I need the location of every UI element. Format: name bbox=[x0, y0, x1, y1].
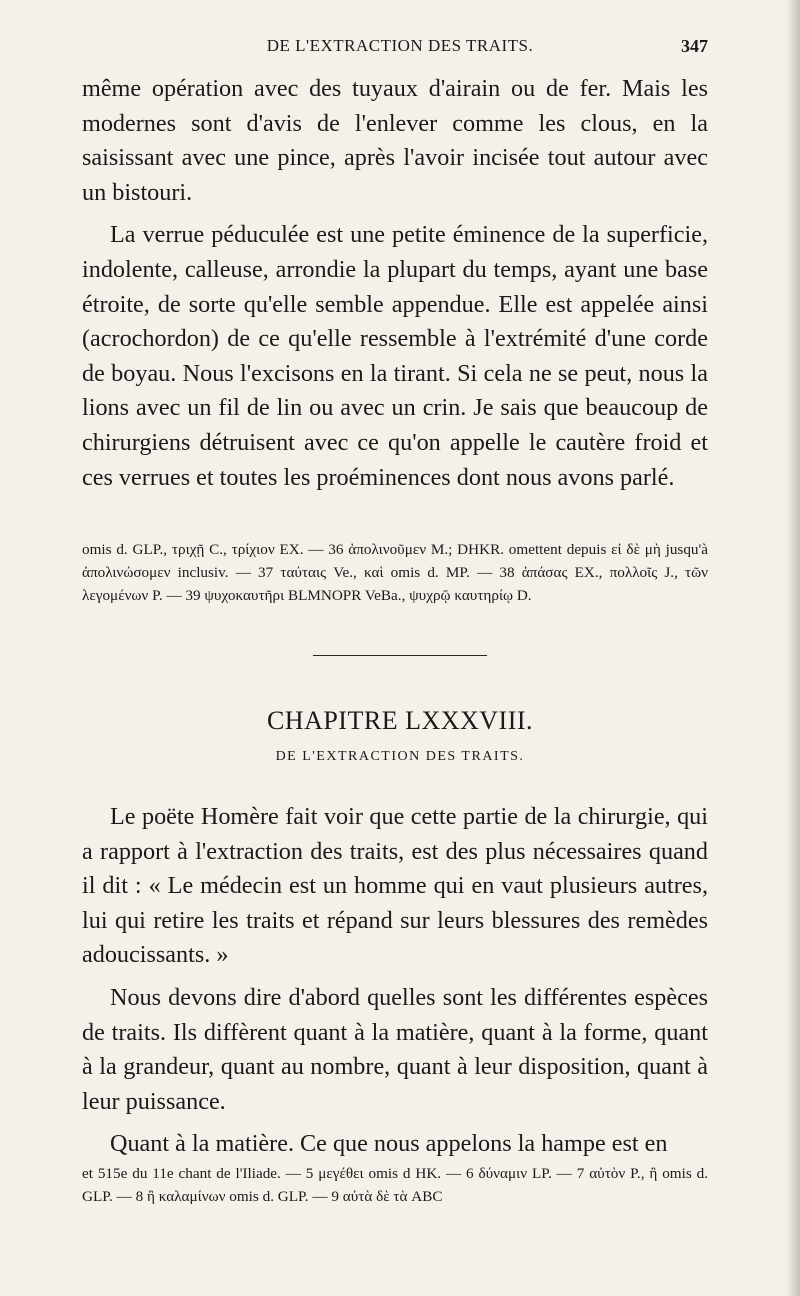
footnotes-bottom bbox=[82, 1162, 708, 1208]
running-head-title: DE L'EXTRACTION DES TRAITS. bbox=[266, 36, 534, 55]
paragraph bbox=[82, 1127, 708, 1162]
paragraph-text: Nous devons dire d'abord quelles sont les différentes espèces de traits. Ils diffèrent quant à la matière, quant à la forme, quant à la grandeur, quant au nombre, quant à leur disposition, quant à leur puissance. bbox=[82, 983, 708, 1115]
body-text-top bbox=[82, 72, 708, 495]
running-head bbox=[0, 36, 800, 60]
paragraph bbox=[82, 981, 708, 1119]
body-text-bottom bbox=[82, 800, 708, 1162]
section-rule bbox=[313, 655, 487, 656]
chapter-subtitle: DE L'EXTRACTION DES TRAITS. bbox=[275, 749, 525, 764]
page-edge-shadow bbox=[786, 0, 800, 1296]
paragraph-text: La verrue péduculée est une petite éminence de la superficie, indolente, calleuse, arrondie la plupart du temps, ayant une base étroite, de sorte qu'elle semble appendue. Elle est appelée ainsi (acrochordon) de ce qu'elle ressemble à l'extrémité d'une corde de boyau. Nous l'excisons en la tirant. Si cela ne se peut, nous la lions avec un fil de lin ou avec un crin. Je sais que beaucoup de chirurgiens détruisent avec ce qu'on appelle le cautère froid et ces verrues et toutes les proéminences dont nous avons parlé. bbox=[82, 221, 708, 491]
footnote-text: omis d. GLP., τριχῇ C., τρίχιον EX. — 36 ἀπολινοῦμεν M.; DHKR. omettent depuis εἰ δὲ μὴ jusqu'à ἀπολινώσομεν inclusiv. — 37 ταύταις Ve., καὶ omis d. MP. — 38 ἁπάσας EX., πολλοῖς J., τῶν λεγομένων P. — 39 ψυχοκαυτῆρι BLMNOPR VeBa., ψυχρῷ καυτηρίῳ D. bbox=[82, 541, 708, 604]
paragraph-text: même opération avec des tuyaux d'airain ou de fer. Mais les modernes sont d'avis de l'enlever comme les clous, en la saisissant avec une pince, après l'avoir incisée tout autour avec un bistouri. bbox=[82, 75, 708, 206]
paragraph bbox=[82, 218, 708, 495]
paragraph-text: Quant à la matière. Ce que nous appelons la hampe est en bbox=[110, 1130, 668, 1158]
paragraph-text: Le poëte Homère fait voir que cette partie de la chirurgie, qui a rapport à l'extraction des traits, est des plus nécessaires quand il dit : « Le médecin est un homme qui en vaut plusieurs autres, lui qui retire les traits et répand sur leurs blessures des remèdes adoucissants. » bbox=[82, 803, 708, 969]
paragraph bbox=[82, 800, 708, 973]
paragraph bbox=[82, 72, 708, 210]
chapter-title: CHAPITRE LXXXVIII. bbox=[266, 706, 534, 735]
footnote-text: et 515e du 11e chant de l'Iliade. — 5 μεγέθει omis d HK. — 6 δύναμιν LP. — 7 αὐτὸν P., ἢ omis d. GLP. — 8 ἢ καλαμίνων omis d. GLP. — 9 αὐτὰ δὲ τὰ ABC bbox=[82, 1165, 708, 1205]
page-number: 347 bbox=[681, 36, 708, 56]
footnotes-top bbox=[82, 538, 708, 607]
